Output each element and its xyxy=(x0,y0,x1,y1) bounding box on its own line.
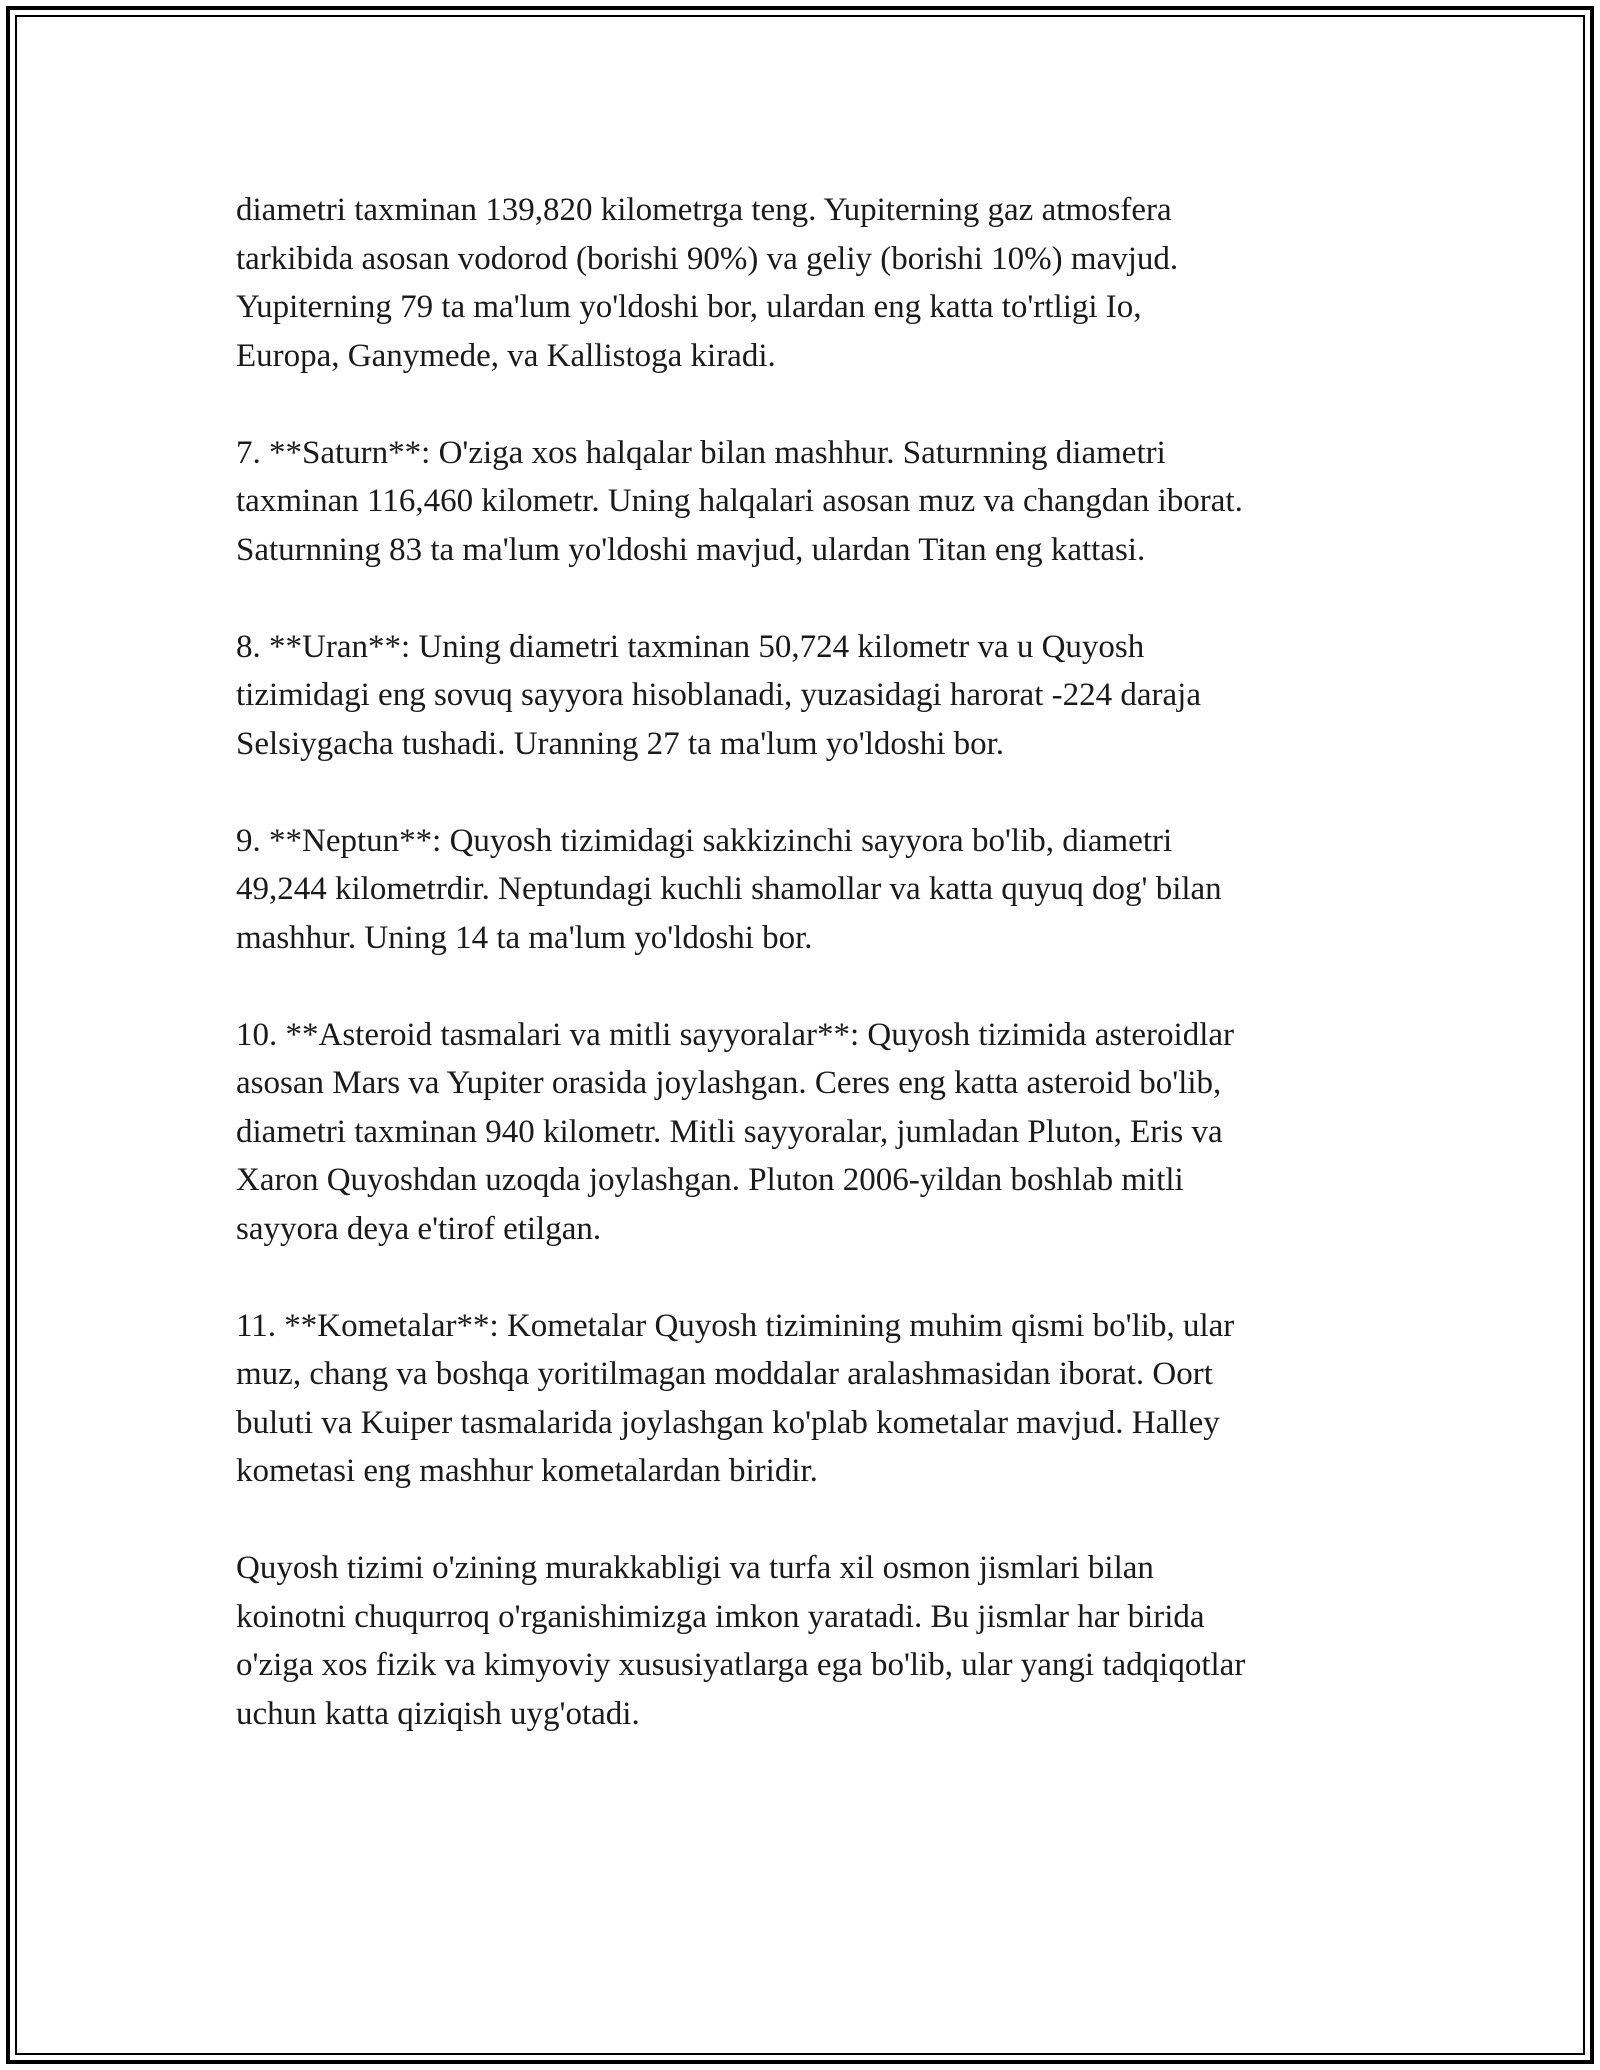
paragraph-uranus: 8. **Uran**: Uning diametri taxminan 50,724 kilometr va u Quyosh tizimidagi eng sovuq sayyora hisoblanadi, yuzasidagi harorat -224 daraja Selsiygacha tushadi. Uranning 27 ta ma'lum yo'ldoshi bor. xyxy=(236,628,1201,762)
paragraph-jupiter-continued: diametri taxminan 139,820 kilometrga teng. Yupiterning gaz atmosfera tarkibida asosan vodorod (borishi 90%) va geliy (borishi 10%) mavjud. Yupiterning 79 ta ma'lum yo'ldoshi bor, ulardan eng katta to'rtligi Io, Europa, Ganymede, va Kallistoga kiradi. xyxy=(236,192,1179,374)
paragraph-saturn: 7. **Saturn**: O'ziga xos halqalar bilan mashhur. Saturnning diametri taxminan 116,460 kilometr. Uning halqalari asosan muz va changdan iborat. Saturnning 83 ta ma'lum yo'ldoshi mavjud, ulardan Titan eng kattasi. xyxy=(236,434,1243,568)
document-body xyxy=(236,186,1396,1787)
paragraph-conclusion: Quyosh tizimi o'zining murakkabligi va turfa xil osmon jismlari bilan koinotni chuqurroq o'rganishimizga imkon yaratadi. Bu jismlar har birida o'ziga xos fizik va kimyoviy xususiyatlarga ega bo'lib, ular yangi tadqiqotlar uchun katta qiziqish uyg'otadi. xyxy=(236,1550,1246,1732)
paragraph-neptune: 9. **Neptun**: Quyosh tizimidagi sakkizinchi sayyora bo'lib, diametri 49,244 kilometrdir. Neptundagi kuchli shamollar va katta quyuq dog' bilan mashhur. Uning 14 ta ma'lum yo'ldoshi bor. xyxy=(236,822,1222,956)
paragraph-comets: 11. **Kometalar**: Kometalar Quyosh tizimining muhim qismi bo'lib, ular muz, chang va boshqa yoritilmagan moddalar aralashmasidan iborat. Oort buluti va Kuiper tasmalarida joylashgan ko'plab kometalar mavjud. Halley kometasi eng mashhur kometalardan biridir. xyxy=(236,1307,1235,1489)
paragraph-asteroids-dwarf-planets: 10. **Asteroid tasmalari va mitli sayyoralar**: Quyosh tizimida asteroidlar asosan Mars va Yupiter orasida joylashgan. Ceres eng katta asteroid bo'lib, diametri taxminan 940 kilometr. Mitli sayyoralar, jumladan Pluton, Eris va Xaron Quyoshdan uzoqda joylashgan. Pluton 2006-yildan boshlab mitli sayyora deya e'tirof etilgan. xyxy=(236,1016,1235,1247)
